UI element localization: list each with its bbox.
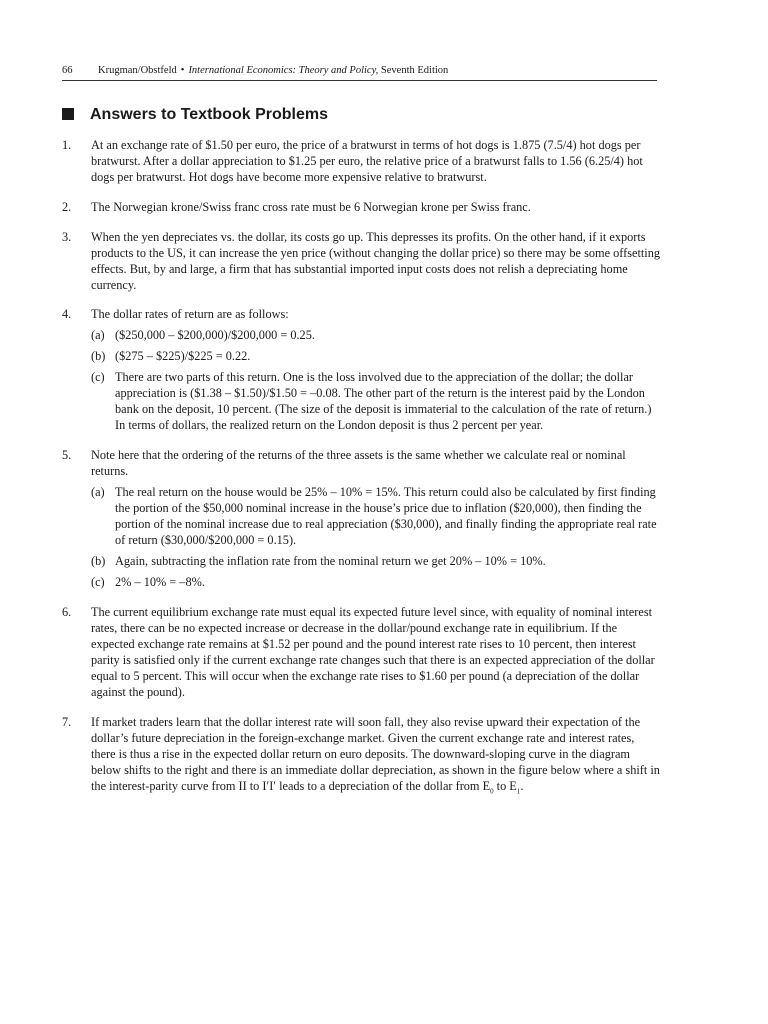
answer-number: 4.	[62, 307, 72, 322]
answer-text: At an exchange rate of $1.50 per euro, the price of a bratwurst in terms of hot dogs is 1.875 (7.5/4) hot dogs per bratwurst. After a dollar appreciation to $1.25 per euro, the relative price of a bratwurst falls to 1.56 (6.25/4) hot dogs per bratwurst. Hot dogs have become more expensive relative to bratwurst.	[91, 138, 643, 184]
sub-answer	[91, 369, 660, 433]
sub-answer	[91, 327, 660, 343]
sub-answer-text: ($250,000 – $200,000)/$200,000 = 0.25.	[115, 328, 315, 343]
answer-item	[62, 137, 660, 185]
answer-number: 7.	[62, 714, 72, 729]
sub-answer-label: (c)	[91, 370, 105, 385]
answer-text-tail: I′I′ leads to a depreciation of the dollar from E	[262, 778, 491, 793]
sub-answer-label: (a)	[91, 485, 105, 500]
answer-text-tail: .	[520, 778, 524, 793]
header-edition: Seventh Edition	[380, 65, 449, 76]
sub-answer-text: ($275 – $225)/$225 = 0.22.	[115, 349, 251, 364]
header-bullet: •	[180, 65, 185, 76]
header-authors: Krugman/Obstfeld	[98, 65, 177, 76]
answer-text: Note here that the ordering of the returns of the three assets is the same whether we calculate real or nominal returns.	[91, 448, 626, 479]
sub-answer	[91, 348, 660, 364]
sub-answer-label: (a)	[91, 328, 105, 343]
sub-answer	[91, 574, 660, 590]
subscript-one: 1	[516, 787, 521, 796]
sub-answer-text: There are two parts of this return. One is the loss involved due to the appreciation of the dollar; the dollar appreciation is ($1.38 – $1.50)/$1.50 = –0.08. The other part of the return is the interest paid by the London bank on the deposit, 10 percent. (The size of the deposit is immaterial to the calculation of the rate of return.) In terms of dollars, the realized return on the London deposit is thus 2 percent per year.	[115, 370, 652, 433]
sub-answer-label: (b)	[91, 554, 106, 569]
answer-body	[91, 714, 660, 794]
answer-number: 5.	[62, 448, 72, 463]
answers-list	[62, 137, 660, 808]
answer-item	[62, 199, 660, 215]
answer-item	[62, 306, 660, 433]
answer-body	[91, 306, 660, 433]
answer-text: The current equilibrium exchange rate must equal its expected future level since, with equality of nominal interest rates, there can be no expected increase or decrease in the dollar/pound exchange rate in equilibrium. If the expected exchange rate remains at $1.52 per pound and the pound interest rate rises to 10 percent, then interest parity is satisfied only if the current exchange rate changes such that there is an expected appreciation of the dollar equal to 5 percent. This will occur when the exchange rate rises to $1.60 per pound (a depreciation of the dollar against the pound).	[91, 604, 655, 699]
section-title-text: Answers to Textbook Problems	[90, 106, 328, 123]
subscript-zero: 0	[490, 787, 494, 796]
answer-number: 2.	[62, 199, 72, 214]
answer-body	[91, 447, 660, 590]
sub-answer	[91, 553, 660, 569]
answer-text-tail: to E	[493, 778, 517, 793]
answer-number: 6.	[62, 604, 72, 619]
answer-text: The dollar rates of return are as follows:	[91, 307, 289, 322]
sub-answer-text: 2% – 10% = –8%.	[115, 575, 205, 590]
answer-item	[62, 714, 660, 794]
answer-text: When the yen depreciates vs. the dollar, its costs go up. This depresses its profits. On the other hand, if it exports products to the US, it can increase the yen price (without changing the dollar price) so there may be some offsetting effects. But, by and large, a firm that has substantial imported input costs does not relish a depreciating home currency.	[91, 229, 661, 292]
answer-item	[62, 447, 660, 590]
answer-text: If market traders learn that the dollar interest rate will soon fall, they also revise upward their expectation of the dollar’s future depreciation in the foreign-exchange market. Given the current exchange rate and interest rates, there is thus a rise in the expected dollar return on euro deposits. The downward-sloping curve in the diagram below shifts to the right and there is an immediate dollar depreciation, as shown in the figure below where a shift in the interest-parity curve from II to	[91, 714, 660, 793]
sub-answer	[91, 484, 660, 548]
page-number: 66	[62, 65, 73, 76]
section-title	[62, 105, 328, 125]
answer-text: The Norwegian krone/Swiss franc cross rate must be 6 Norwegian krone per Swiss franc.	[91, 199, 531, 214]
sub-answer-text: The real return on the house would be 25% – 10% = 15%. This return could also be calculated by first finding the portion of the $50,000 nominal increase in the house’s price due to inflation ($20,000), then finding the portion of the nominal increase due to real appreciation ($30,000), and finally finding the appropriate real rate of return ($30,000/$200,000 = 0.15).	[115, 485, 657, 548]
header-book-title: International Economics: Theory and Policy,	[188, 65, 379, 76]
sub-answer-label: (b)	[91, 349, 106, 364]
sub-answer-label: (c)	[91, 575, 105, 590]
answer-number: 1.	[62, 138, 72, 152]
answer-number: 3.	[62, 229, 72, 244]
running-header	[62, 64, 657, 81]
sub-answer-text: Again, subtracting the inflation rate from the nominal return we get 20% – 10% = 10%.	[115, 554, 546, 569]
answer-item	[62, 229, 660, 293]
answer-item	[62, 604, 660, 700]
square-bullet-icon	[62, 108, 74, 120]
